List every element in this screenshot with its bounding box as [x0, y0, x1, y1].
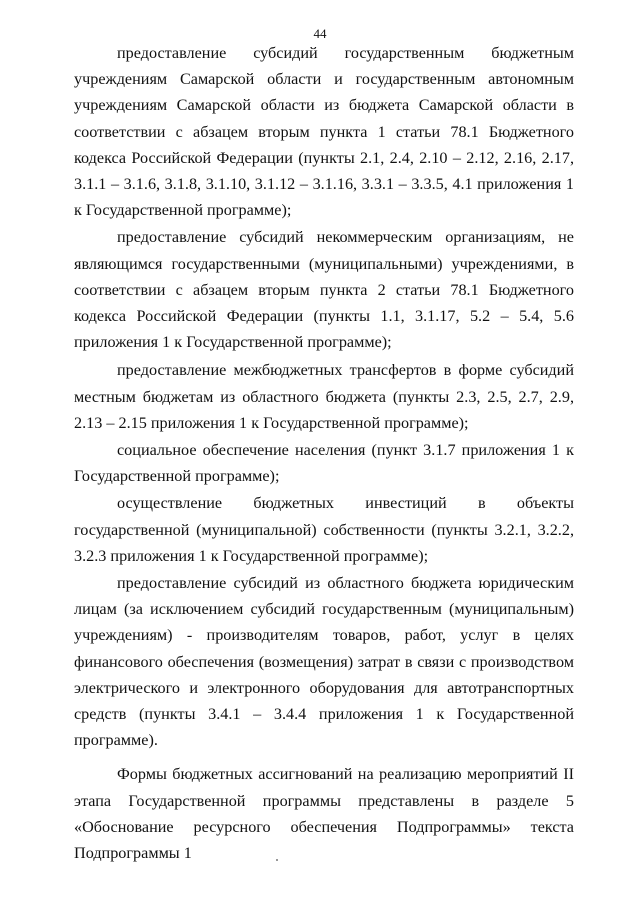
paragraph-subsidies-nonprofits: предоставление субсидий некоммерческим организациям, не являющимся государственными (муниципальными) учреждениями, в соответствии с абзацем вторым пункта 2 статьи 78.1 Бюджетного кодекса Российской Федерации (пункты 1.1, 3.1.17, 5.2 – 5.4, 5.6 приложения 1 к Государственной программе);: [74, 228, 574, 352]
paragraph-interbudget-transfers: предоставление межбюджетных трансфертов в форме субсидий местным бюджетам из областного бюджета (пункты 2.3, 2.5, 2.7, 2.9, 2.13 – 2.15 приложения 1 к Государственной программе);: [74, 361, 574, 432]
paragraph-social-security: социальное обеспечение населения (пункт 3.1.7 приложения 1 к Государственной программе);: [74, 441, 574, 486]
document-body: [74, 40, 574, 866]
paragraph-subsidies-budget-institutions: предоставление субсидий государственным бюджетным учреждениям Самарской области и государственным автономным учреждениям Самарской области из бюджета Самарской области в соответствии с абзацем вторым пункта 1 статьи 78.1 Бюджетного кодекса Российской Федерации (пункты 2.1, 2.4, 2.10 – 2.12, 2.16, 2.17, 3.1.1 – 3.1.6, 3.1.8, 3.1.10, 3.1.12 – 3.1.16, 3.3.1 – 3.3.5, 4.1 приложения 1 к Государственной программе);: [74, 44, 574, 220]
paragraph-budget-allocation-forms: Формы бюджетных ассигнований на реализацию мероприятий II этапа Государственной программы представлены в разделе 5 «Обоснование ресурсного обеспечения Подпрограммы» текста Подпрограммы 1: [74, 765, 574, 863]
paragraph-budget-investments: осуществление бюджетных инвестиций в объекты государственной (муниципальной) собственности (пункты 3.2.1, 3.2.2, 3.2.3 приложения 1 к Государственной программе);: [74, 494, 574, 565]
paragraph-subsidies-legal-entities: предоставление субсидий из областного бюджета юридическим лицам (за исключением субсидий государственным (муниципальным) учреждениям) - производителям товаров, работ, услуг в целях финансового обеспечения (возмещения) затрат в связи с производством электрического и электронного оборудования для автотранспортных средств (пункты 3.4.1 – 3.4.4 приложения 1 к Государственной программе).: [74, 574, 574, 750]
scan-dot: [276, 859, 278, 861]
page-number: 44: [313, 26, 327, 41]
